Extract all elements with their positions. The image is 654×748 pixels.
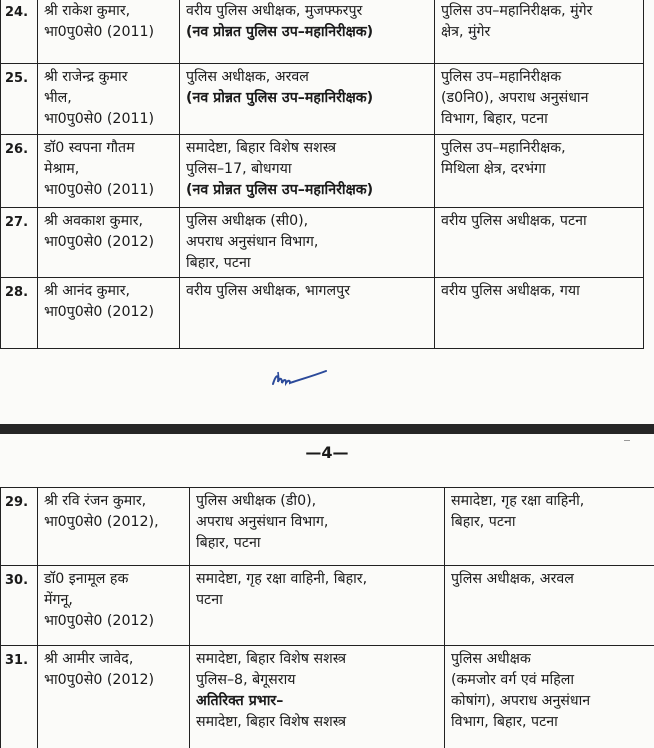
officer-name xyxy=(38,488,190,566)
new-posting-line: समादेष्टा, गृह रक्षा वाहिनी, xyxy=(451,493,585,509)
current-posting-line: समादेष्टा, बिहार विशेष सशस्त्र xyxy=(196,714,347,730)
officer-name-line: मेश्राम, xyxy=(44,161,80,177)
current-posting-line: समादेष्टा, गृह रक्षा वाहिनी, बिहार, xyxy=(196,571,368,587)
serial-number: 28. xyxy=(1,278,38,349)
current-posting-line: अतिरिक्त प्रभार– xyxy=(196,693,284,709)
officer-name-line: श्री राकेश कुमार, xyxy=(44,3,131,19)
current-posting-line: अपराध अनुसंधान विभाग, xyxy=(196,514,329,530)
transfer-table-top xyxy=(0,0,644,349)
officer-name-line: भा0पु0से0 (2012) xyxy=(44,613,155,629)
current-posting-line: (नव प्रोन्नत पुलिस उप–महानिरीक्षक) xyxy=(186,24,374,40)
new-posting-line: पुलिस उप–महानिरीक्षक, मुंगेर xyxy=(441,3,593,19)
new-posting xyxy=(445,566,654,646)
new-posting xyxy=(435,278,644,349)
current-posting-line: पटना xyxy=(196,592,223,608)
officer-name-line: भा0पु0से0 (2011) xyxy=(44,182,155,198)
current-posting xyxy=(190,488,445,566)
officer-name-line: भा0पु0से0 (2011) xyxy=(44,24,155,40)
officer-name xyxy=(38,64,180,135)
table-row xyxy=(1,488,654,566)
initials-signature-icon xyxy=(270,368,330,390)
current-posting xyxy=(180,64,435,135)
new-posting xyxy=(435,64,644,135)
scan-mark xyxy=(624,440,630,441)
page-number: —4— xyxy=(305,443,349,462)
new-posting xyxy=(445,488,654,566)
page-separator xyxy=(0,424,654,434)
new-posting-line: वरीय पुलिस अधीक्षक, गया xyxy=(441,283,580,299)
current-posting xyxy=(180,0,435,64)
officer-name-line: श्री अवकाश कुमार, xyxy=(44,213,144,229)
serial-number: 29. xyxy=(1,488,38,566)
current-posting-line: समादेष्टा, बिहार विशेष सशस्त्र xyxy=(186,140,337,156)
table-row xyxy=(1,646,654,748)
officer-name xyxy=(38,566,190,646)
officer-name xyxy=(38,135,180,208)
table-row xyxy=(1,566,654,646)
new-posting-line: (ड0नि0), अपराध अनुसंधान xyxy=(441,90,589,106)
table-row xyxy=(1,208,644,278)
serial-number: 26. xyxy=(1,135,38,208)
new-posting-line: पुलिस अधीक्षक xyxy=(451,651,531,667)
serial-number: 27. xyxy=(1,208,38,278)
new-posting-line: पुलिस अधीक्षक, अरवल xyxy=(451,571,574,587)
current-posting-line: पुलिस–8, बेगूसराय xyxy=(196,672,296,688)
new-posting xyxy=(435,208,644,278)
new-posting-line: बिहार, पटना xyxy=(451,514,516,530)
officer-name xyxy=(38,646,190,748)
current-posting-line: पुलिस–17, बोधगया xyxy=(186,161,292,177)
current-posting xyxy=(180,135,435,208)
new-posting-line: मिथिला क्षेत्र, दरभंगा xyxy=(441,161,546,177)
table-row xyxy=(1,64,644,135)
officer-name-line: डॉ0 स्वपना गौतम xyxy=(44,140,135,156)
current-posting xyxy=(180,208,435,278)
new-posting-line: कोषांग), अपराध अनुसंधान xyxy=(451,693,591,709)
new-posting-line: विभाग, बिहार, पटना xyxy=(451,714,558,730)
serial-number: 31. xyxy=(1,646,38,748)
new-posting-line: वरीय पुलिस अधीक्षक, पटना xyxy=(441,213,587,229)
table-row xyxy=(1,0,644,64)
officer-name xyxy=(38,208,180,278)
new-posting-line: पुलिस उप–महानिरीक्षक, xyxy=(441,140,566,156)
new-posting xyxy=(435,135,644,208)
current-posting-line: (नव प्रोन्नत पुलिस उप–महानिरीक्षक) xyxy=(186,90,374,106)
officer-name-line: श्री आमीर जावेद, xyxy=(44,651,134,667)
current-posting xyxy=(180,278,435,349)
officer-name-line: भा0पु0से0 (2012) xyxy=(44,234,155,250)
current-posting-line: पुलिस अधीक्षक (सी0), xyxy=(186,213,309,229)
transfer-table-bottom xyxy=(0,487,654,748)
table-row xyxy=(1,135,644,208)
current-posting-line: पुलिस अधीक्षक, अरवल xyxy=(186,69,309,85)
serial-number: 24. xyxy=(1,0,38,64)
officer-name-line: श्री रवि रंजन कुमार, xyxy=(44,493,147,509)
officer-name-line: भा0पु0से0 (2012), xyxy=(44,514,159,530)
officer-name-line: भा0पु0से0 (2012) xyxy=(44,672,155,688)
new-posting-line: (कमजोर वर्ग एवं महिला xyxy=(451,672,575,688)
officer-name-line: श्री राजेन्द्र कुमार xyxy=(44,69,128,85)
current-posting-line: वरीय पुलिस अधीक्षक, मुजफ्फरपुर xyxy=(186,3,363,19)
table-row xyxy=(1,278,644,349)
officer-name-line: डॉ0 इनामूल हक xyxy=(44,571,129,587)
current-posting-line: समादेष्टा, बिहार विशेष सशस्त्र xyxy=(196,651,347,667)
current-posting-line: वरीय पुलिस अधीक्षक, भागलपुर xyxy=(186,283,351,299)
current-posting xyxy=(190,646,445,748)
current-posting-line: बिहार, पटना xyxy=(186,255,251,271)
officer-name xyxy=(38,278,180,349)
serial-number: 25. xyxy=(1,64,38,135)
officer-name-line: श्री आनंद कुमार, xyxy=(44,283,131,299)
officer-name-line: भा0पु0से0 (2012) xyxy=(44,304,155,320)
new-posting-line: विभाग, बिहार, पटना xyxy=(441,111,548,127)
new-posting-line: पुलिस उप–महानिरीक्षक xyxy=(441,69,562,85)
officer-name-line: भील, xyxy=(44,90,72,106)
officer-name-line: मेंगनू, xyxy=(44,592,73,608)
new-posting xyxy=(445,646,654,748)
current-posting-line: बिहार, पटना xyxy=(196,535,261,551)
current-posting-line: अपराध अनुसंधान विभाग, xyxy=(186,234,319,250)
officer-name xyxy=(38,0,180,64)
new-posting-line: क्षेत्र, मुंगेर xyxy=(441,24,491,40)
serial-number: 30. xyxy=(1,566,38,646)
document-page-4 xyxy=(0,434,654,748)
officer-name-line: भा0पु0से0 (2011) xyxy=(44,111,155,127)
current-posting-line: (नव प्रोन्नत पुलिस उप–महानिरीक्षक) xyxy=(186,182,374,198)
current-posting xyxy=(190,566,445,646)
current-posting-line: पुलिस अधीक्षक (डी0), xyxy=(196,493,317,509)
new-posting xyxy=(435,0,644,64)
